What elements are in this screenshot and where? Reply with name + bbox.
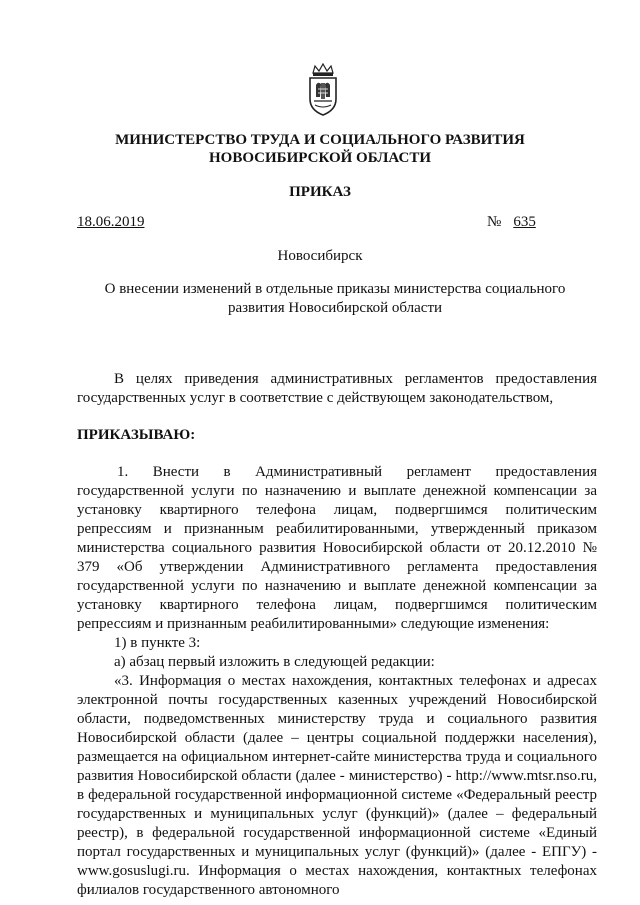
preamble-paragraph: В целях приведения административных регламентов предоставления государственных услуг в соответствие с действующем законодательством, (77, 371, 597, 406)
body-paragraph: 1. Внести в Административный регламент предоставления государственной услуги по назначению и выплате денежной компенсации за установку квартирного телефона лицам, подвергшимся политическим репрессиям и признанным реабилитированными, утвержденный приказом министерства социального развития Новосибирской области от 20.12.2010 № 379 «Об утверждении Административного регламента предоставления государственной услуги по назначению и выплате денежной компенсации за установку квартирного телефона лицам, подвергшимся политическим репрессиям и признанным реабилитированными» следующие изменения: (77, 464, 597, 632)
ministry-name-line2: НОВОСИБИРСКОЙ ОБЛАСТИ (208, 150, 432, 166)
document-number-block (487, 213, 536, 231)
document-number: 635 (513, 214, 536, 230)
document-city: Новосибирск (277, 248, 363, 264)
ministry-name-line1: МИНИСТЕРСТВО ТРУДА И СОЦИАЛЬНОГО РАЗВИТИЯ (115, 132, 525, 148)
document-type: ПРИКАЗ (289, 184, 351, 200)
document-body (77, 350, 597, 900)
subject-line1: О внесении изменений в отдельные приказы министерства социального (104, 281, 566, 297)
subject-line2: развития Новосибирской области (227, 300, 443, 316)
coat-of-arms-icon (305, 63, 341, 117)
order-word: ПРИКАЗЫВАЮ: (77, 427, 196, 443)
document-subject (90, 280, 580, 318)
document-date: 18.06.2019 (77, 214, 145, 230)
number-sign: № (487, 214, 502, 230)
ministry-name (0, 131, 640, 167)
body-paragraph: «3. Информация о местах нахождения, контактных телефонах и адресах электронной почты государственных казенных учреждений Новосибирской области, подведомственных министерству труда и социального развития Новосибирской области (далее – центры социальной поддержки населения), размещается на официальном интернет-сайте министерства труда и социального развития Новосибирской области (далее - министерство) - http://www.mtsr.nso.ru, в федеральной государственной информационной системе «Федеральный реестр государственных и муниципальных услуг (функций)» (далее – федеральный реестр), в федеральной государственной информационной системе «Единый портал государственных и муниципальных услуг (функций)» (далее - ЕПГУ) - www.gosuslugi.ru. Информация о местах нахождения, контактных телефонах филиалов государственного автономного (77, 673, 597, 898)
body-paragraph: 1) в пункте 3: (114, 635, 201, 651)
body-paragraph: а) абзац первый изложить в следующей редакции: (114, 654, 435, 670)
